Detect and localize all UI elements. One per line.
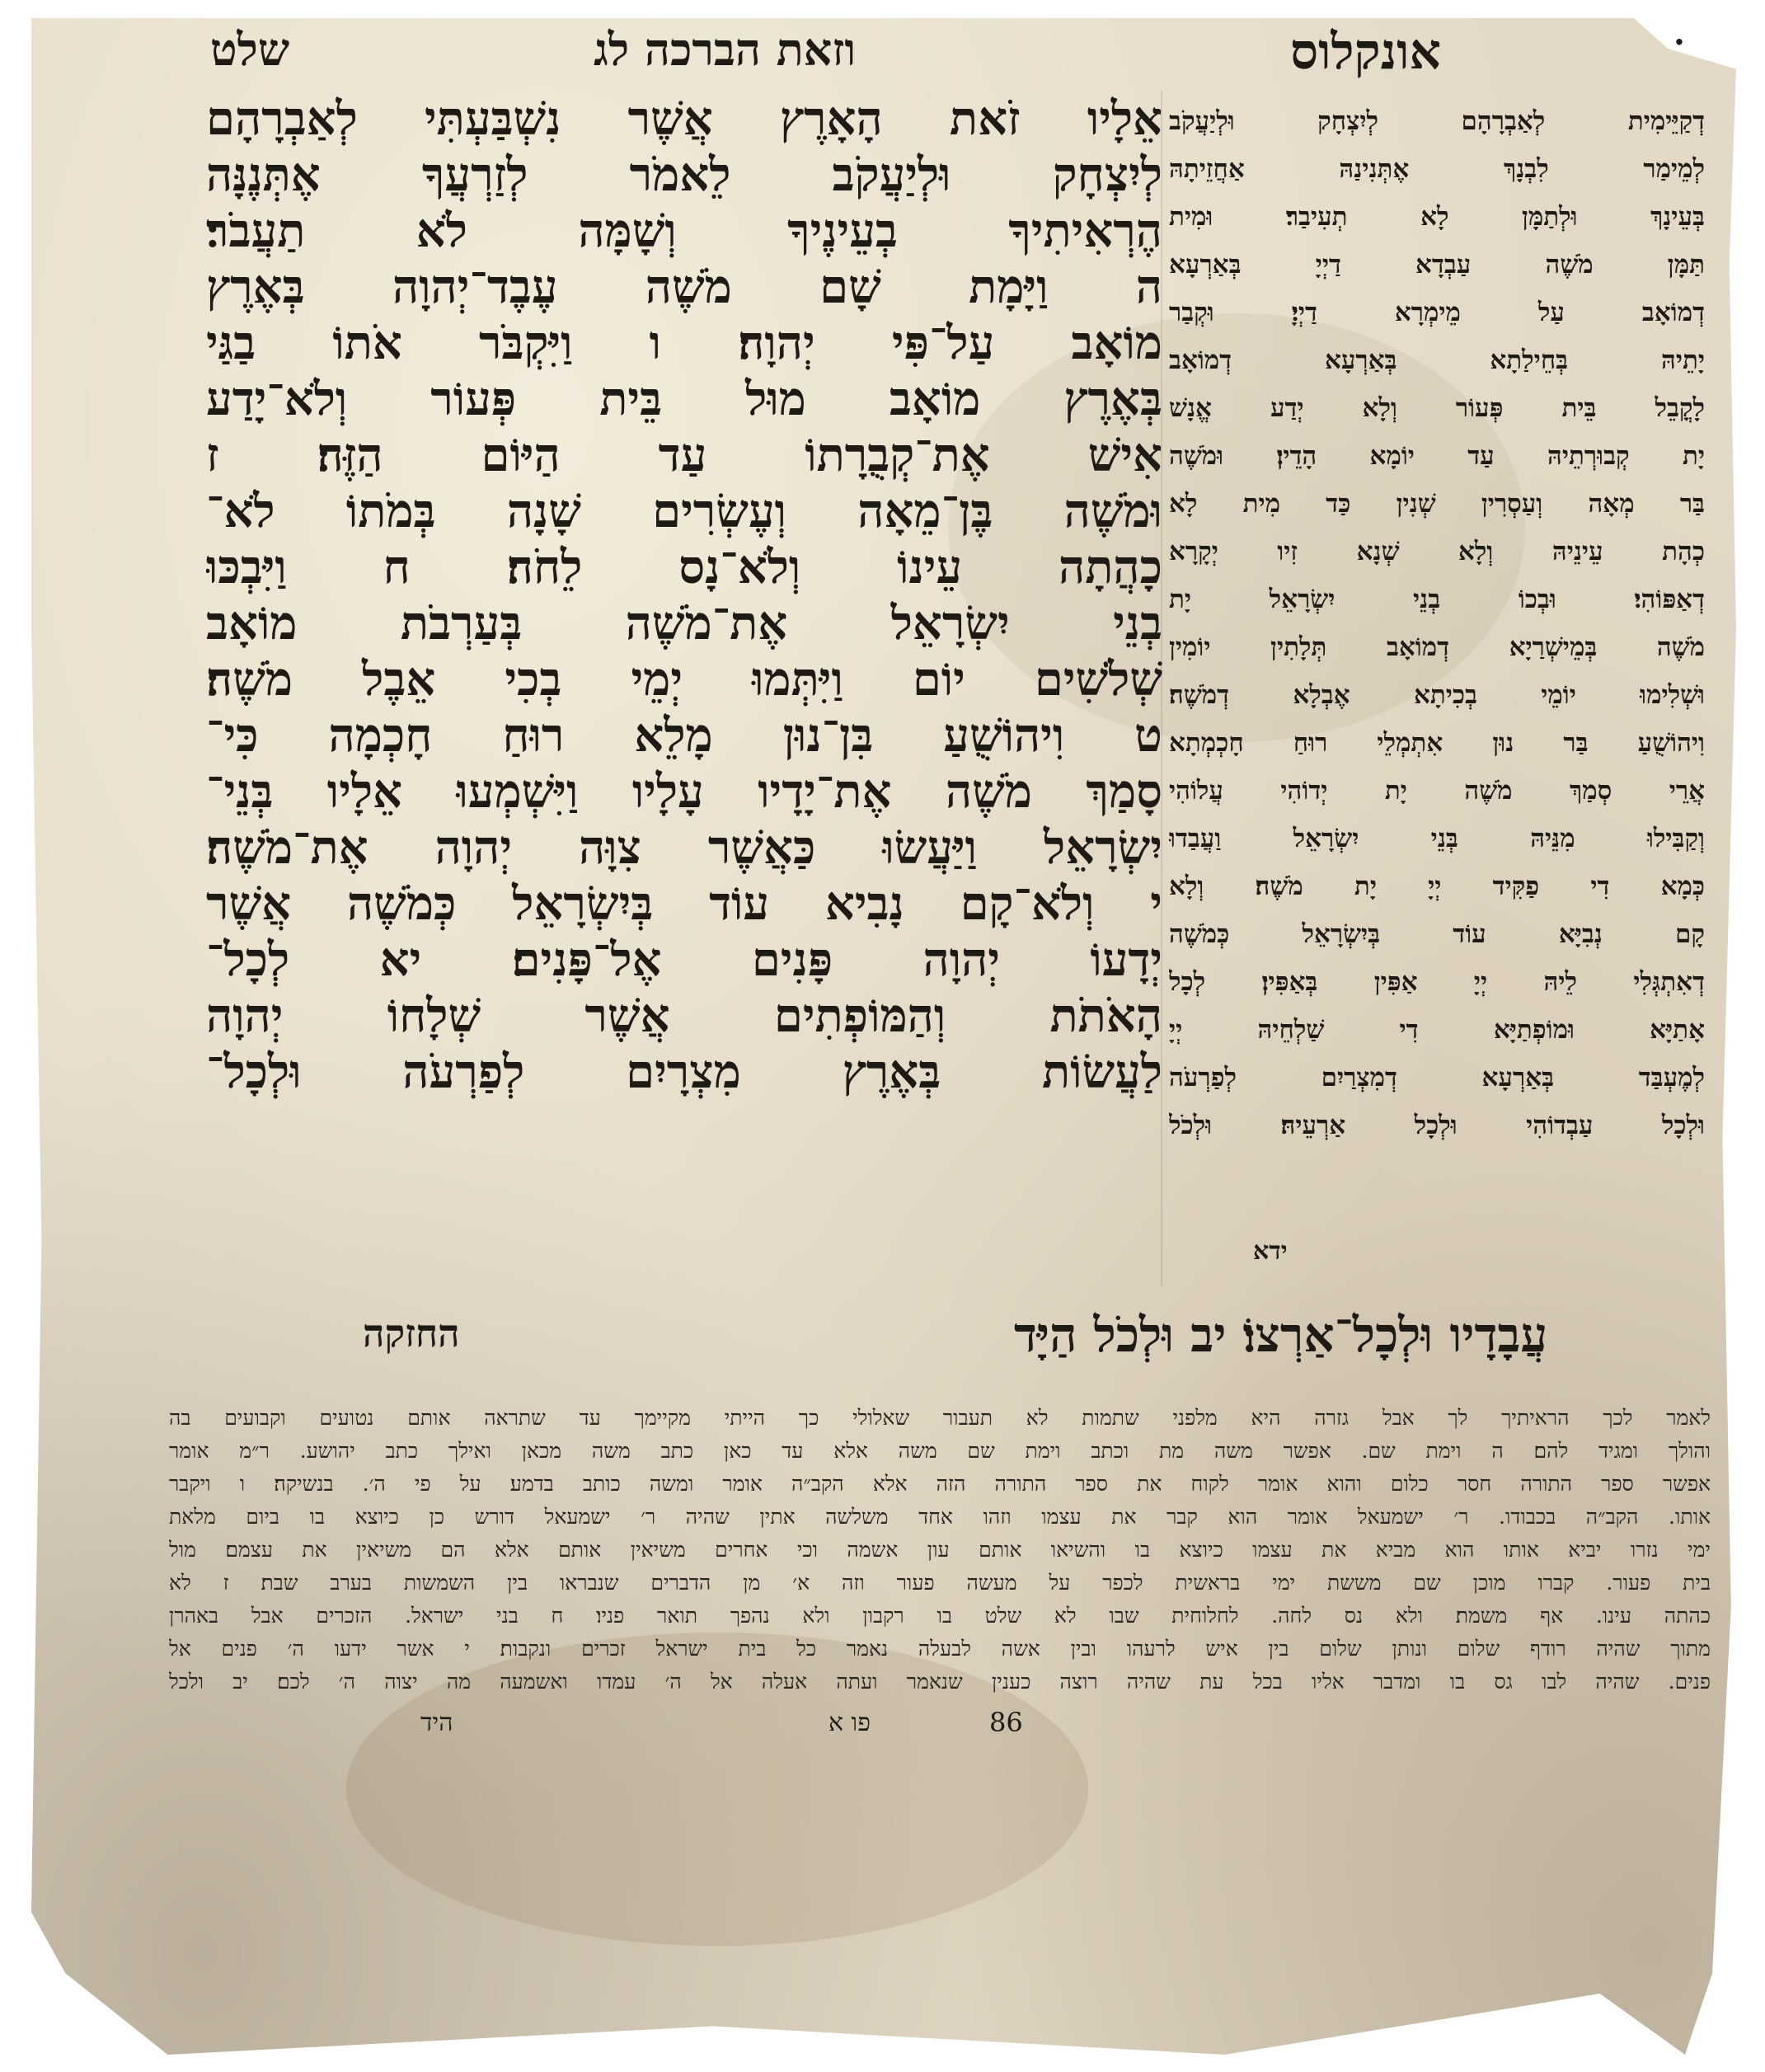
onkelos-line: מֹשֶׁה בְּמֵישְׁרַיָא דְמוֹאָב תְּלָתִין יוֹמִין (1169, 632, 1705, 662)
onkelos-line: אָתַיָּא וּמוֹפְתַיָּא דִי שַׁלְחֵיהּ יְיָ (1169, 1015, 1705, 1045)
main-text-line: הָאֹתֹת וְהַמּוֹפְתִים אֲשֶׁר שְׁלָחוֹ יְהוָה (206, 989, 1162, 1043)
rashi-line: בית פעור. קברו מוכן שם מששת ימי בראשית לכפר על מעשה פעור וזה א׳ מן הדברים שנבראו בין השמשות בערב שבת׃ ז לא (169, 1571, 1711, 1595)
rashi-line: אפשר ספר התורה חסר כלום והוא אומר לקוח את ספר התורה הזה אלא הקב״ה אומר ומשה כותב בדמע׃ על פי ה׳. בנשיקה׃ ו ויקבר (169, 1472, 1711, 1496)
rashi-line: לאמר לכך הראיתיך לך אבל גזרה היא מלפני שתמות לא תעבור שאלולי כך הייתי מקיימך עד שתראה אותם נטועים וקבועים בה (169, 1406, 1711, 1430)
footer-number: 86 (989, 1707, 1023, 1738)
main-text-line: שְׁלֹשִׁים יוֹם וַיִּתְּמוּ יְמֵי בְכִי אֵבֶל מֹשֶׁה׃ (206, 652, 1162, 707)
onkelos-line: אֲרֵי סְמַךְ מֹשֶׁה יָת יְדוֹהִי עֲלוֹהִי (1169, 776, 1705, 806)
onkelos-line: וּלְכָל עַבְדוֹהִי וּלְכָל אַרְעֵיהּ׃ וּלְכֹל (1169, 1111, 1705, 1140)
main-text-line: וּמֹשֶׁה בֶּן־מֵאָה וְעֶשְׂרִים שָׁנָה בְּמֹתוֹ לֹא־ (206, 484, 1162, 538)
main-text-line: יִשְׂרָאֵל וַיַּעֲשׂוּ כַּאֲשֶׁר צִוָּה יְהוָה אֶת־מֹשֶׁה׃ (206, 820, 1162, 875)
catchword: ידא (1253, 1237, 1288, 1266)
main-text-line: אֵלָיו זֹאת הָאָרֶץ אֲשֶׁר נִשְׁבַּעְתִּי לְאַבְרָהָם (206, 92, 1162, 146)
onkelos-line: דְמוֹאָב עַל מֵימְרָא דַיְיָ׃ וּקְבַר (1169, 298, 1705, 327)
onkelos-line: יָת קְבוּרְתֵיהּ עַד יוֹמָא הָדֵין׃ וּמֹשֶׁה (1169, 441, 1705, 471)
main-text-line: בְנֵי יִשְׂרָאֵל אֶת־מֹשֶׁה בְּעַרְבֹת מוֹאָב (206, 596, 1162, 651)
onkelos-line: כְהָת עֵינֵיהּ וְלָא שְׁנָא זִיו יְקָרָא (1169, 537, 1705, 566)
rashi-line: והולך ומגיד להם׃ ה וימת שם. אפשר משה מת וכתב וימת שם משה אלא עד כאן כתב משה מכאן ואילך כתב יהושע. ר״מ אומר (169, 1439, 1711, 1463)
rashi-commentary (169, 1402, 1711, 1698)
onkelos-line: לָקֳבֵל בֵּית פְּעוֹר וְלָא יְדַע אֱנָשׁ (1169, 393, 1705, 423)
rashi-line: מתוך שהיה רודף שלום ונותן שלום בין איש לרעהו ובין אשה לבעלה נאמר כל בית ישראל זכרים ונקבות׃ י אשר ידעו ה׳ פנים אל (169, 1637, 1711, 1661)
onkelos-line: דְאַפּוֹהִי׃ וּבְכוֹ בְנֵי יִשְׂרָאֵל יָת (1169, 585, 1705, 614)
onkelos-line: לְמֶעְבַּד בְּאַרְעָא דְמִצְרַיִם לְפַרְעֹה (1169, 1063, 1705, 1092)
chazak-label: החזקה (363, 1311, 460, 1355)
main-text-line: סָמַךְ מֹשֶׁה אֶת־יָדָיו עָלָיו וַיִּשְׁמְעוּ אֵלָיו בְּנֵי־ (206, 764, 1162, 819)
onkelos-line: יָתֵיהּ בְּחֵילַתָא בְּאַרְעָא דְמוֹאָב (1169, 345, 1705, 375)
onkelos-line: וְקַבִּילוּ מִנֵּיהּ בְּנֵי יִשְׂרָאֵל וַעֲבַדוּ (1169, 824, 1705, 853)
footer-catchword: היד (420, 1708, 453, 1737)
onkelos-line: דְקַיֵּימִית לְאַבְרָהָם לְיִצְחָק וּלְיַעֲקֹב (1169, 106, 1705, 136)
main-text-line: אִישׁ אֶת־קְבֻרָתוֹ עַד הַיּוֹם הַזֶּה׃ ז (206, 428, 1162, 482)
main-last-line: עֲבָדָיו וּלְכָל־אַרְצוֹ׃ יב וּלְכֹל הַיָּד (1014, 1307, 1548, 1363)
onkelos-line: תַּמָּן מֹשֶׁה עַבְדָא דַיְיָ בְּאַרְעָא (1169, 250, 1705, 280)
onkelos-line: וִיהוֹשֻׁעַ בַּר נוּן אִתְמְלֵי רוּחַ חָכְמְתָא (1169, 728, 1705, 758)
main-text-line: מוֹאָב עַל־פִּי יְהוָה׃ ו וַיִּקְבֹּר אֹתוֹ בַגַּי (206, 316, 1162, 370)
rashi-line: פנים. שהיה לבו גס בו ומדבר אליו בכל עת שהיה רוצה כענין שנאמר ועתה אעלה אל ה׳ עמדו ואשמעה מה יצוה ה׳ לכם׃ יב ולכל (169, 1670, 1711, 1694)
main-text-line: הֶרְאִיתִיךָ בְעֵינֶיךָ וְשָׁמָּה לֹא תַעֲבֹר׃ (206, 204, 1162, 258)
column-divider (1161, 91, 1162, 1286)
onkelos-line: קָם נְבִיָּא עוֹד בְּיִשְׂרָאֵל כְּמֹשֶׁה (1169, 919, 1705, 949)
main-text-line: כָהֲתָה עֵינוֹ וְלֹא־נָס לֵחֹה׃ ח וַיִּבְכּוּ (206, 540, 1162, 594)
onkelos-column (1169, 97, 1705, 1149)
main-text-line: לְיִצְחָק וּלְיַעֲקֹב לֵאמֹר לְזַרְעֲךָ אֶתְּנֶנָּה (206, 148, 1162, 202)
onkelos-line: בַּר מְאָה וְעַסְרִין שְׁנִין כַּד מִית לָא (1169, 489, 1705, 519)
onkelos-line: לְמֵימַר לִבְנָךְ אֶתְּנִינַהּ אַחֲזֵיתָהּ (1169, 154, 1705, 184)
main-text-line: ה וַיָּמָת שָׁם מֹשֶׁה עֶבֶד־יְהוָה בְּאֶרֶץ (206, 260, 1162, 314)
main-text-line: יְדָעוֹ יְהוָה פָּנִים אֶל־פָּנִים׃ יא לְכָל־ (206, 933, 1162, 987)
main-text-column (206, 91, 1162, 1100)
targum-title: אונקלוס (1290, 23, 1442, 81)
onkelos-line: דְאִתְגְּלִי לֵיהּ יְיָ אַפִּין בְּאַפִּין׃ לְכָל (1169, 967, 1705, 997)
parsha-header: וזאת הברכה לג (594, 23, 857, 76)
header-dot: · (1673, 23, 1685, 62)
footer-signature: פו א (829, 1708, 871, 1737)
onkelos-line: כְּמָא דִי פַקִּיד יְיָ יָת מֹשֶׁה׃ וְלָא (1169, 872, 1705, 901)
onkelos-line: וּשְׁלִימוּ יוֹמֵי בְכִיתָא אֶבְלָא דְמֹשֶׁה׃ (1169, 680, 1705, 710)
rashi-line: ימי נזרו יביא אותו הוא מביא את עצמו כיוצא בו והשיאו אותם עון אשמה וכי אחרים משיאין אותם אלא הם משיאין את עצמם׃ מול (169, 1538, 1711, 1562)
main-text-line: לַעֲשׂוֹת בְּאֶרֶץ מִצְרָיִם לְפַרְעֹה וּלְכָל־ (206, 1045, 1162, 1099)
main-text-line: ט וִיהוֹשֻׁעַ בִּן־נוּן מָלֵא רוּחַ חָכְמָה כִּי־ (206, 708, 1162, 763)
rashi-line: אותו. הקב״ה בכבודו. ר׳ ישמעאל אומר הוא קבר את עצמו וזהו אחד משלשה אתין שהיה ר׳ ישמעאל דורש כן כיוצא בו ביום מלאת (169, 1505, 1711, 1529)
main-text-line: בְּאֶרֶץ מוֹאָב מוּל בֵּית פְּעוֹר וְלֹא־יָדַע (206, 372, 1162, 426)
main-text-line: י וְלֹא־קָם נָבִיא עוֹד בְּיִשְׂרָאֵל כְּמֹשֶׁה אֲשֶׁר (206, 876, 1162, 931)
rashi-line: כהתה עינו. אף משמת׃ ולא נס לחה. לחלוחית שבו לא שלט בו רקבון ולא נהפך תואר פניו׃ ח בני ישראל. הזכרים אבל באהרן (169, 1604, 1711, 1628)
onkelos-line: בְּעֵינָךְ וּלְתַמָּן לָא תְעִיבַר׃ וּמִית (1169, 202, 1705, 232)
page-number: שלט (210, 23, 290, 76)
